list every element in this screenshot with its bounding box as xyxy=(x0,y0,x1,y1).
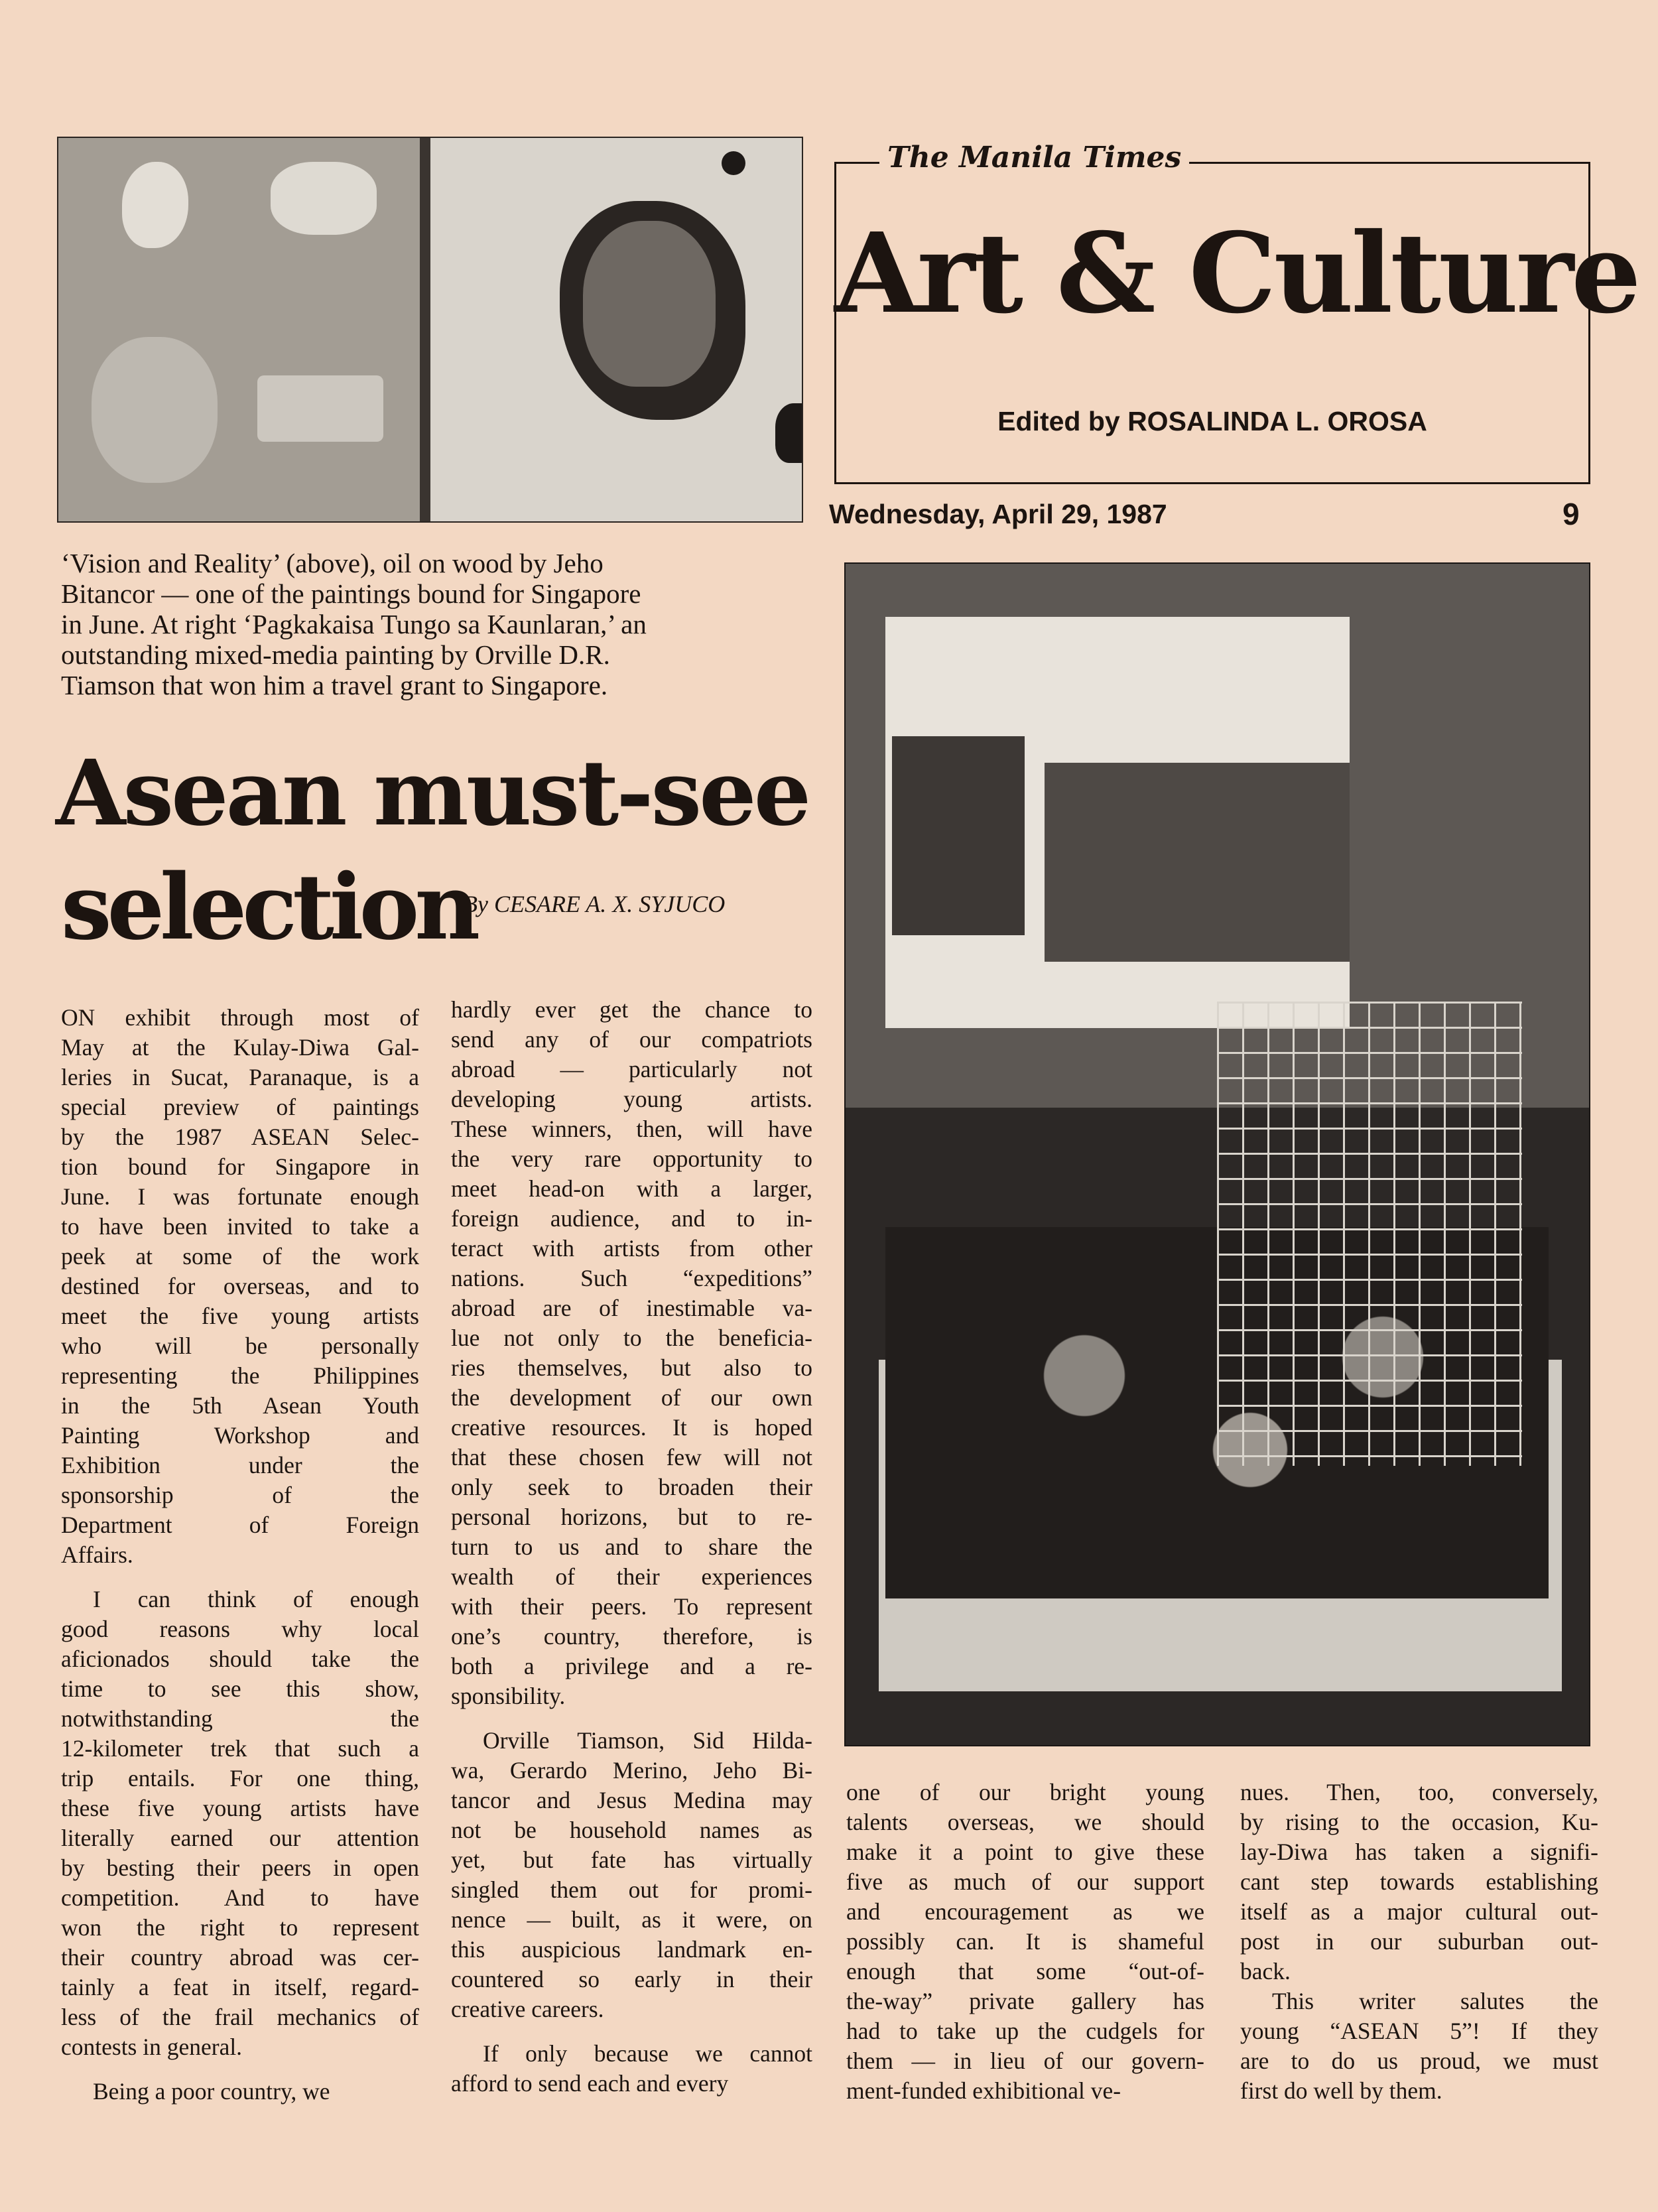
headline-line-1: Asean must-see xyxy=(56,740,809,846)
editor-credit: Edited by ROSALINDA L. OROSA xyxy=(997,406,1427,436)
article-line: the very rare opportunity to xyxy=(451,1145,812,1172)
caption-line: ‘Vision and Reality’ (above), oil on wood by Jeho xyxy=(61,548,604,578)
article-line: Being a poor country, we xyxy=(93,2078,330,2105)
article-line: ries themselves, but also to xyxy=(451,1354,812,1381)
article-line: by besting their peers in open xyxy=(61,1854,419,1881)
article-line: with their peers. To represent xyxy=(451,1593,812,1620)
article-line: sponsibility. xyxy=(451,1683,566,1709)
article-line: contests in general. xyxy=(61,2034,243,2060)
article-line: yet, but fate has virtually xyxy=(451,1847,812,1873)
article-line: singled them out for promi- xyxy=(451,1876,812,1903)
article-line: leries in Sucat, Paranaque, is a xyxy=(61,1064,419,1090)
article-line: enough that some “out-of- xyxy=(846,1958,1204,1984)
article-line: sponsorship of the xyxy=(61,1482,419,1508)
article-line: Painting Workshop and xyxy=(61,1422,419,1449)
article-line: These winners, then, will have xyxy=(451,1116,812,1142)
article-line: turn to us and to share the xyxy=(451,1533,812,1560)
article-column-4 xyxy=(1240,1778,1598,2106)
article-line: that these chosen few will not xyxy=(451,1444,812,1470)
article-line: May at the Kulay-Diwa Gal- xyxy=(61,1034,419,1061)
article-line: developing young artists. xyxy=(451,1086,812,1112)
article-line: cant step towards establishing xyxy=(1240,1868,1598,1895)
caption-line: outstanding mixed-media painting by Orville D.R. xyxy=(61,639,610,670)
article-line: hardly ever get the chance to xyxy=(451,996,812,1023)
pagkakaisa-painting-photo xyxy=(844,562,1590,1746)
article-line: are to do us proud, we must xyxy=(1240,2048,1598,2074)
article-line: to have been invited to take a xyxy=(61,1213,419,1240)
article-line: by the 1987 ASEAN Selec- xyxy=(61,1124,419,1150)
article-line: wa, Gerardo Merino, Jeho Bi- xyxy=(451,1757,812,1784)
paragraph-gap xyxy=(61,1570,419,1585)
headline-line-2: selection xyxy=(61,854,476,960)
article-line: the-way” private gallery has xyxy=(846,1988,1204,2014)
article-line: in the 5th Asean Youth xyxy=(61,1392,419,1419)
photo-caption xyxy=(61,548,817,700)
article-line: notwithstanding the xyxy=(61,1705,419,1732)
article-line: only seek to broaden their xyxy=(451,1474,812,1500)
byline: By CESARE A. X. SYJUCO xyxy=(463,891,726,917)
article-line: lay-Diwa has taken a signifi- xyxy=(1240,1839,1598,1865)
article-line: meet head-on with a larger, xyxy=(451,1175,812,1202)
article-line: and encouragement as we xyxy=(846,1898,1204,1925)
vision-and-reality-photo xyxy=(57,137,803,523)
article-line: June. I was fortunate enough xyxy=(61,1183,419,1210)
paragraph-gap xyxy=(451,2024,812,2039)
article-line: send any of our compatriots xyxy=(451,1026,812,1053)
article-line: wealth of their experiences xyxy=(451,1563,812,1590)
article-line: five as much of our support xyxy=(846,1868,1204,1895)
article-line: post in our suburban out- xyxy=(1240,1928,1598,1955)
article-line: their country abroad was cer- xyxy=(61,1944,419,1971)
article-line: tancor and Jesus Medina may xyxy=(451,1787,812,1813)
caption-line: in June. At right ‘Pagkakaisa Tungo sa Kaunlaran,’ an xyxy=(61,609,647,639)
article-line: nations. Such “expeditions” xyxy=(451,1265,812,1291)
article-line: ment-funded exhibitional ve- xyxy=(846,2077,1121,2104)
article-column-2 xyxy=(451,995,812,2099)
article-line: time to see this show, xyxy=(61,1675,419,1702)
article-line: foreign audience, and to in- xyxy=(451,1205,812,1232)
article-line: won the right to represent xyxy=(61,1914,419,1941)
article-line: first do well by them. xyxy=(1240,2077,1442,2104)
article-line: Orville Tiamson, Sid Hilda- xyxy=(483,1727,812,1754)
article-line: these five young artists have xyxy=(61,1795,419,1821)
article-line: young “ASEAN 5”! If they xyxy=(1240,2018,1598,2044)
article-line: competition. And to have xyxy=(61,1884,419,1911)
article-line: afford to send each and every xyxy=(451,2070,729,2097)
page-number: 9 xyxy=(1562,497,1580,531)
newspaper-name: The Manila Times xyxy=(879,141,1189,174)
caption-line: Tiamson that won him a travel grant to Singapore. xyxy=(61,670,608,700)
article-line: Exhibition under the xyxy=(61,1452,419,1478)
article-line: make it a point to give these xyxy=(846,1839,1204,1865)
article-line: representing the Philippines xyxy=(61,1362,419,1389)
article-line: destined for overseas, and to xyxy=(61,1273,419,1299)
caption-line: Bitancor — one of the paintings bound for Singapore xyxy=(61,578,641,609)
article-line: Affairs. xyxy=(61,1541,133,1568)
article-line: by rising to the occasion, Ku- xyxy=(1240,1809,1598,1835)
article-line: creative careers. xyxy=(451,1996,604,2022)
article-line: talents overseas, we should xyxy=(846,1809,1204,1835)
article-line: possibly can. It is shameful xyxy=(846,1928,1204,1955)
article-line: this auspicious landmark en- xyxy=(451,1936,812,1963)
article-line: abroad — particularly not xyxy=(451,1056,812,1082)
article-line: not be household names as xyxy=(451,1817,812,1843)
article-line: tainly a feat in itself, regard- xyxy=(61,1974,419,2000)
article-line: creative resources. It is hoped xyxy=(451,1414,812,1441)
article-line: special preview of paintings xyxy=(61,1094,419,1120)
article-line: This writer salutes the xyxy=(1272,1988,1598,2014)
article-line: aficionados should take the xyxy=(61,1646,419,1672)
article-line: literally earned our attention xyxy=(61,1825,419,1851)
article-line: trip entails. For one thing, xyxy=(61,1765,419,1791)
article-line: teract with artists from other xyxy=(451,1235,812,1262)
issue-date: Wednesday, April 29, 1987 xyxy=(829,499,1167,529)
article-line: good reasons why local xyxy=(61,1616,419,1642)
article-line: nues. Then, too, conversely, xyxy=(1240,1779,1598,1805)
article-line: lue not only to the beneficia- xyxy=(451,1325,812,1351)
article-line: the development of our own xyxy=(451,1384,812,1411)
paragraph-gap xyxy=(61,2062,419,2077)
article-line: less of the frail mechanics of xyxy=(61,2004,419,2030)
article-line: peek at some of the work xyxy=(61,1243,419,1269)
article-line: 12-kilometer trek that such a xyxy=(61,1735,419,1762)
article-line: nence — built, as it were, on xyxy=(451,1906,812,1933)
article-line: countered so early in their xyxy=(451,1966,812,1992)
article-line: meet the five young artists xyxy=(61,1303,419,1329)
article-line: tion bound for Singapore in xyxy=(61,1153,419,1180)
article-line: them — in lieu of our govern- xyxy=(846,2048,1204,2074)
article-line: itself as a major cultural out- xyxy=(1240,1898,1598,1925)
article-line: If only because we cannot xyxy=(483,2040,812,2067)
article-line: one of our bright young xyxy=(846,1779,1204,1805)
article-column-1 xyxy=(61,1003,419,2107)
paragraph-gap xyxy=(451,1711,812,1726)
article-column-3 xyxy=(846,1778,1204,2106)
section-title: Art & Culture xyxy=(834,209,1639,338)
article-line: back. xyxy=(1240,1958,1291,1984)
article-line: Department of Foreign xyxy=(61,1512,419,1538)
article-line: had to take up the cudgels for xyxy=(846,2018,1204,2044)
article-line: one’s country, therefore, is xyxy=(451,1623,812,1650)
article-line: abroad are of inestimable va- xyxy=(451,1295,812,1321)
article-line: who will be personally xyxy=(61,1333,419,1359)
article-line: personal horizons, but to re- xyxy=(451,1504,812,1530)
article-line: ON exhibit through most of xyxy=(61,1004,419,1031)
article-line: both a privilege and a re- xyxy=(451,1653,812,1679)
article-line: I can think of enough xyxy=(93,1586,419,1612)
